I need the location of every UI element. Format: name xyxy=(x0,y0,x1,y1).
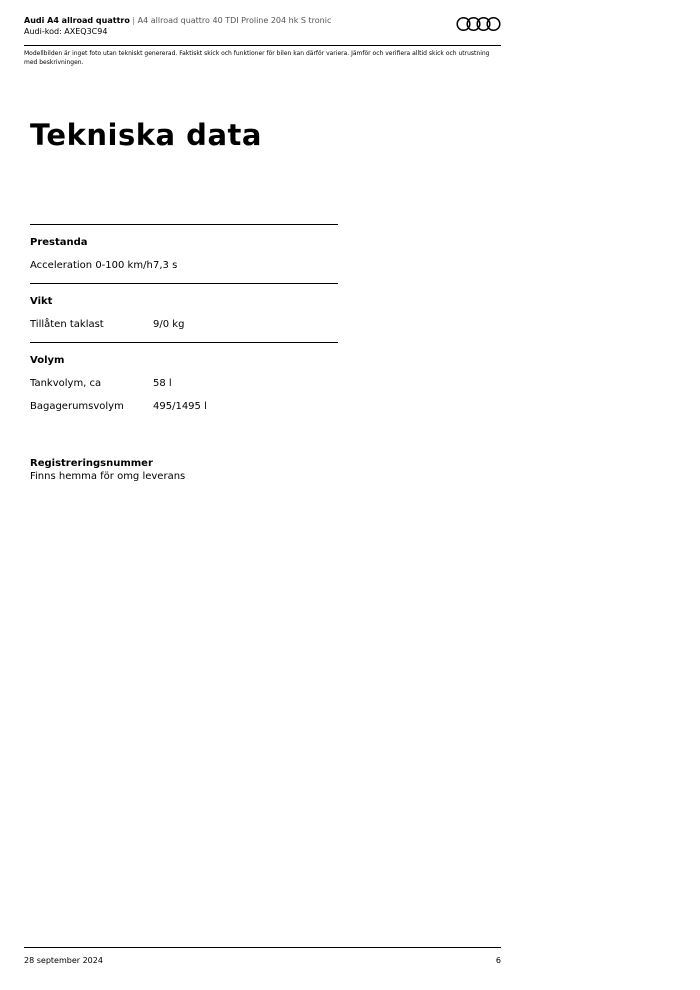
header-divider xyxy=(24,45,501,46)
spec-value: 58 l xyxy=(153,378,172,389)
header-model: Audi A4 allroad quattro xyxy=(24,16,130,25)
section-title: Prestanda xyxy=(30,237,88,248)
header-variant: A4 allroad quattro 40 TDI Proline 204 hk S tronic xyxy=(137,16,332,25)
footer-divider xyxy=(24,947,501,948)
spec-row xyxy=(30,259,338,272)
header-title-line xyxy=(24,15,501,26)
spec-label: Tankvolym, ca xyxy=(30,378,102,389)
header-audi-code: Audi-kod: AXEQ3C94 xyxy=(24,27,108,36)
header-separator: | xyxy=(132,16,136,25)
spec-row xyxy=(30,400,338,413)
spec-section-prestanda xyxy=(30,224,338,272)
registration-value: Finns hemma för omg leverans xyxy=(30,471,186,482)
audi-rings-icon xyxy=(456,16,501,32)
page-title: Tekniska data xyxy=(30,118,262,152)
spec-section-vikt xyxy=(30,283,338,331)
spec-value: 495/1495 l xyxy=(153,401,207,412)
spec-value: 7,3 s xyxy=(153,260,178,271)
document-header xyxy=(24,15,501,37)
spec-label: Acceleration 0-100 km/h xyxy=(30,260,153,271)
footer-date: 28 september 2024 xyxy=(24,956,103,965)
registration-block xyxy=(30,457,185,483)
disclaimer-text: Modellbilden är inget foto utan tekniskt genererad. Faktiskt skick och funktioner för bilen kan därför variera. Jämför och verifiera alltid skick och utrustning med beskrivningen. xyxy=(24,50,490,66)
registration-title: Registreringsnummer xyxy=(30,458,153,469)
spec-table xyxy=(30,224,338,423)
page-number: 6 xyxy=(495,956,501,965)
section-title: Vikt xyxy=(30,296,53,307)
spec-row xyxy=(30,377,338,390)
spec-label: Bagagerumsvolym xyxy=(30,401,124,412)
spec-value: 9/0 kg xyxy=(153,319,185,330)
spec-label: Tillåten taklast xyxy=(30,319,104,330)
spec-section-volym xyxy=(30,342,338,413)
spec-row xyxy=(30,318,338,331)
section-title: Volym xyxy=(30,355,65,366)
